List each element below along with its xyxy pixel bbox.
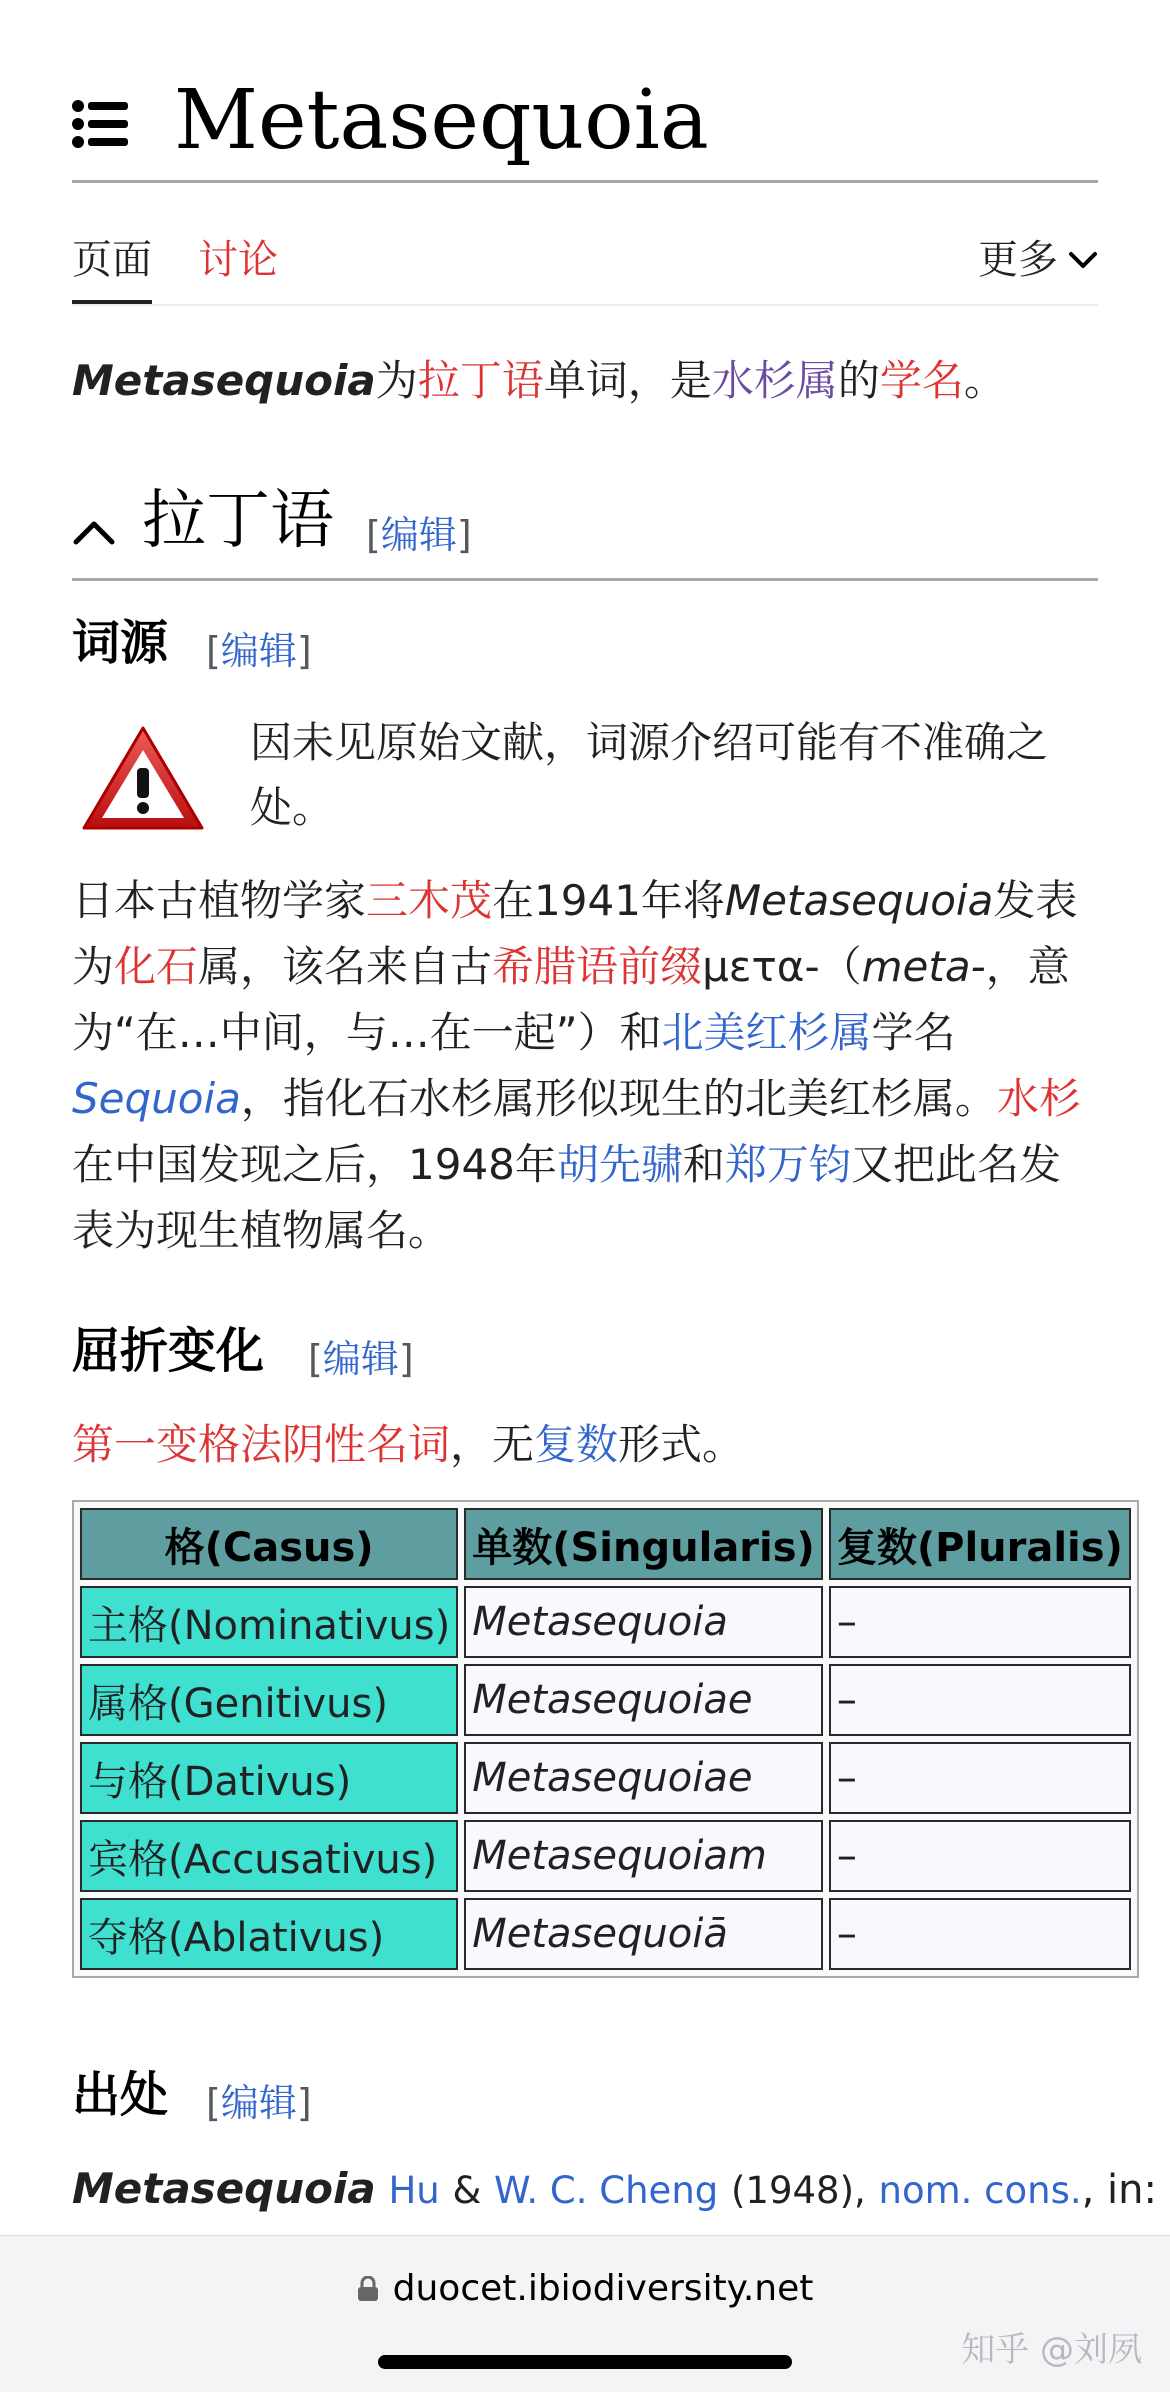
edit-label: 编辑 bbox=[220, 2081, 297, 2125]
text: μετα-（ bbox=[702, 941, 862, 991]
edit-latin-link[interactable]: [编辑] bbox=[366, 513, 472, 557]
edit-etymology-link[interactable]: [编辑] bbox=[206, 629, 312, 673]
text: 发表为 bbox=[72, 876, 1078, 991]
link-plural[interactable]: 复数 bbox=[534, 1420, 619, 1469]
link-scientific-name[interactable]: 学名 bbox=[879, 356, 964, 405]
section-latin-heading: 拉丁语 bbox=[142, 484, 334, 558]
edit-inflection-link[interactable]: [编辑] bbox=[308, 1337, 414, 1381]
text: ，意为“在…中间，与…在一起”）和 bbox=[72, 941, 1070, 1057]
intro-text: 。 bbox=[963, 356, 1006, 405]
link-declension[interactable]: 第一变格法阴性名词 bbox=[72, 1420, 451, 1469]
source-citation bbox=[72, 2160, 1170, 2219]
link-shuishan[interactable]: 水杉 bbox=[996, 1073, 1081, 1123]
table-row bbox=[80, 1586, 1131, 1658]
singular-cell: Metasequoia bbox=[464, 1586, 823, 1658]
table-header-row bbox=[80, 1508, 1131, 1580]
link-nom-cons[interactable]: nom. cons. bbox=[878, 2169, 1082, 2212]
text: 形式。 bbox=[618, 1420, 745, 1469]
browser-address-bar[interactable] bbox=[0, 2235, 1170, 2392]
text: 在1941年将 bbox=[492, 876, 725, 925]
table-row bbox=[80, 1742, 1131, 1814]
plural-cell: – bbox=[829, 1664, 1131, 1736]
etymology-paragraph bbox=[72, 868, 1098, 1264]
link-fossil[interactable]: 化石 bbox=[114, 941, 199, 991]
plural-cell: – bbox=[829, 1742, 1131, 1814]
inflection-paragraph bbox=[72, 1412, 1098, 1478]
link-hu[interactable]: 胡先骕 bbox=[556, 1139, 683, 1189]
singular-cell: Metasequoiae bbox=[464, 1664, 823, 1736]
singular-cell: Metasequoiam bbox=[464, 1820, 823, 1892]
warning-text: 因未见原始文献，词源介绍可能有不准确之处。 bbox=[250, 718, 1049, 833]
case-cell: 宾格(Accusativus) bbox=[80, 1820, 458, 1892]
text: 日本古植物学家 bbox=[72, 876, 367, 925]
plural-cell: – bbox=[829, 1820, 1131, 1892]
link-sequoia[interactable]: Sequoia bbox=[72, 1073, 241, 1123]
source-heading: 出处 bbox=[72, 2067, 169, 2123]
edit-label: 编辑 bbox=[380, 513, 457, 557]
link-author-cheng[interactable]: W. C. Cheng bbox=[494, 2169, 719, 2212]
more-menu-button[interactable] bbox=[978, 234, 1098, 286]
text: ，指化石水杉属形似现生的北美红杉属。 bbox=[240, 1073, 997, 1123]
text: 学名 bbox=[871, 1007, 956, 1057]
text: & bbox=[452, 2169, 482, 2212]
plural-cell: – bbox=[829, 1586, 1131, 1658]
section-latin-header[interactable] bbox=[72, 480, 1098, 581]
text: 又把此名发表为现生植物属名。 bbox=[72, 1139, 1061, 1255]
column-header: 单数(Singularis) bbox=[464, 1508, 823, 1580]
case-cell: 夺格(Ablativus) bbox=[80, 1898, 458, 1970]
plural-cell: – bbox=[829, 1898, 1131, 1970]
case-cell: 与格(Dativus) bbox=[80, 1742, 458, 1814]
case-cell: 属格(Genitivus) bbox=[80, 1664, 458, 1736]
warning-icon bbox=[80, 724, 206, 834]
page-tabs bbox=[72, 230, 1098, 306]
headword: Metasequoia bbox=[72, 2164, 376, 2213]
edit-source-link[interactable]: [编辑] bbox=[206, 2081, 312, 2125]
url-text: duocet.ibiodiversity.net bbox=[392, 2268, 814, 2309]
link-miki[interactable]: 三木茂 bbox=[366, 876, 493, 925]
link-author-hu[interactable]: Hu bbox=[388, 2169, 440, 2212]
edit-label: 编辑 bbox=[322, 1337, 399, 1381]
chevron-down-icon bbox=[1068, 250, 1098, 270]
link-greek[interactable]: 希腊语 bbox=[492, 941, 619, 991]
singular-cell: Metasequoiā bbox=[464, 1898, 823, 1970]
lock-icon bbox=[357, 2276, 379, 2302]
text: 属，该名来自古 bbox=[198, 941, 493, 991]
headword: Metasequoia bbox=[72, 356, 376, 405]
link-cheng[interactable]: 郑万钧 bbox=[724, 1139, 851, 1189]
link-genus[interactable]: 水杉属 bbox=[711, 356, 838, 405]
text-italic: meta- bbox=[861, 941, 986, 991]
etymology-heading: 词源 bbox=[72, 615, 169, 671]
declension-table bbox=[72, 1500, 1139, 1978]
title-row bbox=[72, 70, 1098, 183]
link-sequoia-genus[interactable]: 北美红杉属 bbox=[661, 1007, 872, 1057]
page-title: Metasequoia bbox=[174, 73, 709, 168]
url-display[interactable] bbox=[0, 2268, 1170, 2309]
menu-icon[interactable] bbox=[72, 100, 128, 148]
intro-text: 为 bbox=[375, 356, 418, 405]
intro-paragraph bbox=[72, 352, 1098, 411]
text: 在中国发现之后，1948年 bbox=[72, 1139, 557, 1189]
table-row bbox=[80, 1820, 1131, 1892]
table-row bbox=[80, 1898, 1131, 1970]
home-indicator[interactable] bbox=[378, 2355, 792, 2369]
more-label: 更多 bbox=[978, 237, 1058, 283]
text: (1948), bbox=[730, 2169, 866, 2212]
tab-page[interactable]: 页面 bbox=[72, 234, 152, 304]
link-latin[interactable]: 拉丁语 bbox=[417, 356, 544, 405]
column-header: 格(Casus) bbox=[80, 1508, 458, 1580]
link-prefix[interactable]: 前缀 bbox=[618, 941, 703, 991]
text: , in: bbox=[1081, 2167, 1157, 2213]
intro-text: 的 bbox=[837, 356, 880, 405]
text-italic: Metasequoia bbox=[724, 876, 994, 925]
text: ，无 bbox=[450, 1420, 535, 1469]
tab-talk[interactable]: 讨论 bbox=[198, 237, 278, 283]
chevron-up-icon[interactable] bbox=[72, 510, 116, 554]
singular-cell: Metasequoiae bbox=[464, 1742, 823, 1814]
column-header: 复数(Pluralis) bbox=[829, 1508, 1131, 1580]
table-row bbox=[80, 1664, 1131, 1736]
watermark: 知乎 @刘夙 bbox=[961, 2330, 1142, 2370]
case-cell: 主格(Nominativus) bbox=[80, 1586, 458, 1658]
edit-label: 编辑 bbox=[220, 629, 297, 673]
text: 和 bbox=[682, 1139, 725, 1189]
inflection-heading: 屈折变化 bbox=[72, 1323, 265, 1379]
intro-text: 单词，是 bbox=[543, 356, 712, 405]
